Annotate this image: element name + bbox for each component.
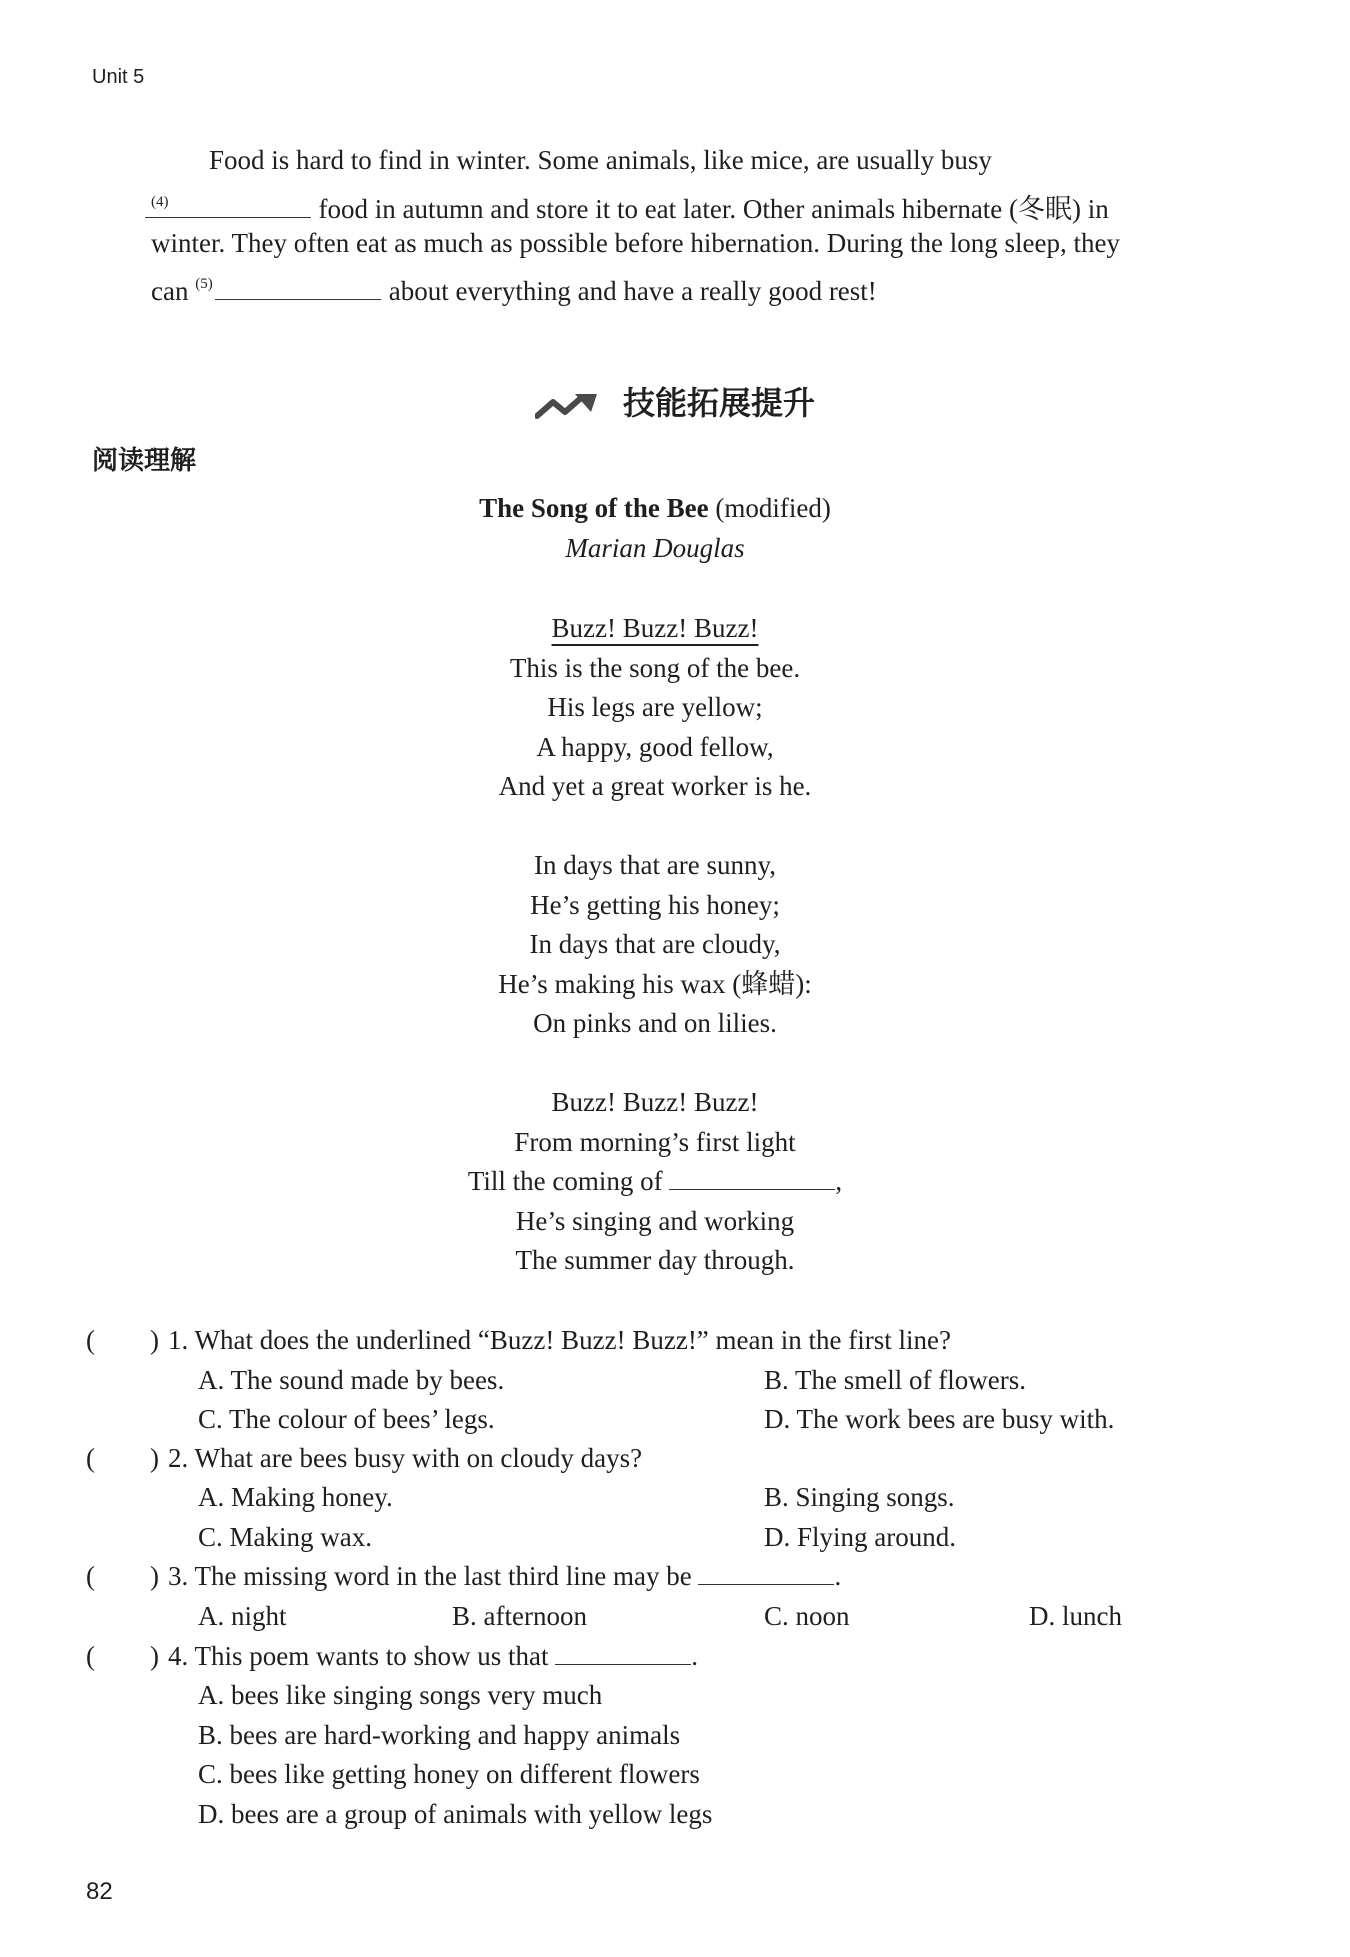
poem-line: On pinks and on lilies. xyxy=(533,1008,777,1038)
option-b[interactable]: B. bees are hard-working and happy animals xyxy=(198,1720,681,1750)
passage-line-1: Food is hard to find in winter. Some animals, like mice, are usually busy xyxy=(209,145,992,175)
option-d[interactable]: D. bees are a group of animals with yellow legs xyxy=(198,1799,713,1829)
section-heading xyxy=(0,378,1350,424)
question-text: 2. What are bees busy with on cloudy days? xyxy=(168,1443,643,1473)
option-c[interactable]: C. bees like getting honey on different flowers xyxy=(198,1759,700,1789)
poem-title-note: (modified) xyxy=(715,493,831,523)
answer-paren-close: ) xyxy=(150,1641,159,1671)
answer-paren-close: ) xyxy=(150,1443,159,1473)
option-b[interactable]: B. The smell of flowers. xyxy=(764,1365,1026,1395)
poem-stanza-3 xyxy=(0,1083,1310,1281)
option-c[interactable]: C. Making wax. xyxy=(198,1522,372,1552)
poem-line: He’s getting his honey; xyxy=(530,889,780,920)
page-number: 82 xyxy=(86,1878,113,1905)
passage-line-4-start: can xyxy=(151,276,189,306)
passage-line-3: winter. They often eat as much as possible before hibernation. During the long sleep, they xyxy=(151,228,1120,258)
poem-line: Buzz! Buzz! Buzz! xyxy=(551,1087,759,1117)
poem-stanza-1 xyxy=(0,609,1310,807)
option-a[interactable]: A. The sound made by bees. xyxy=(198,1365,505,1395)
poem-title: The Song of the Bee xyxy=(479,493,709,523)
poem-line: In days that are cloudy, xyxy=(529,929,781,959)
blank-number-5: (5) xyxy=(195,276,213,292)
option-d[interactable]: D. The work bees are busy with. xyxy=(764,1404,1115,1434)
answer-paren-open[interactable]: ( xyxy=(86,1325,95,1355)
blank-number-4: (4) xyxy=(151,194,169,210)
option-c[interactable]: C. noon xyxy=(764,1601,850,1631)
question-blank[interactable] xyxy=(698,1557,834,1585)
questions-block xyxy=(86,1320,1286,1830)
poem-line: And yet a great worker is he. xyxy=(498,771,812,801)
poem-line: He’s making his wax (蜂蜡): xyxy=(498,968,812,999)
question-blank[interactable] xyxy=(555,1637,691,1665)
option-b[interactable]: B. afternoon xyxy=(452,1601,587,1631)
poem-line: His legs are yellow; xyxy=(547,692,763,722)
answer-paren-close: ) xyxy=(150,1561,159,1591)
poem-line: He’s singing and working xyxy=(515,1205,795,1236)
passage-line-4 xyxy=(151,264,1226,312)
question-text: 1. What does the underlined “Buzz! Buzz! Buzz!” mean in the first line? xyxy=(168,1325,951,1355)
option-b[interactable]: B. Singing songs. xyxy=(764,1482,955,1512)
answer-blank-5[interactable] xyxy=(215,272,381,300)
option-d[interactable]: D. lunch xyxy=(1029,1601,1122,1631)
answer-paren-open[interactable]: ( xyxy=(86,1443,95,1473)
poem-line-with-blank: Till the coming of , xyxy=(0,1162,1310,1202)
poem-line: In days that are sunny, xyxy=(534,850,776,880)
answer-paren-close: ) xyxy=(150,1325,159,1355)
poem-line-underlined: Buzz! Buzz! Buzz! xyxy=(551,613,759,643)
poem-stanza-2 xyxy=(0,846,1310,1044)
passage-line-4-end: about everything and have a really good rest! xyxy=(388,276,877,306)
option-a[interactable]: A. Making honey. xyxy=(198,1482,393,1512)
reading-comprehension-label: 阅读理解 xyxy=(92,445,197,475)
passage-line-2-text: food in autumn and store it to eat later. Other animals hibernate (冬眠) in xyxy=(318,194,1109,224)
poem-line: A happy, good fellow, xyxy=(536,731,774,762)
answer-paren-open[interactable]: ( xyxy=(86,1641,95,1671)
poem-author: Marian Douglas xyxy=(565,533,745,563)
option-a[interactable]: A. night xyxy=(198,1601,287,1631)
question-text: 3. The missing word in the last third line may be . xyxy=(168,1556,841,1596)
question-text: 4. This poem wants to show us that . xyxy=(168,1636,698,1676)
poem-answer-blank[interactable] xyxy=(669,1162,835,1190)
poem-line: This is the song of the bee. xyxy=(509,652,801,683)
unit-label: Unit 5 xyxy=(92,66,145,88)
option-d[interactable]: D. Flying around. xyxy=(764,1522,956,1552)
poem-title-line xyxy=(0,489,1310,529)
option-c[interactable]: C. The colour of bees’ legs. xyxy=(198,1404,495,1434)
poem-line: The summer day through. xyxy=(515,1245,795,1275)
answer-blank-4[interactable] xyxy=(145,190,311,218)
option-a[interactable]: A. bees like singing songs very much xyxy=(198,1680,603,1710)
answer-paren-open[interactable]: ( xyxy=(86,1561,95,1591)
poem-line: From morning’s first light xyxy=(514,1126,796,1157)
trend-up-icon xyxy=(535,392,605,422)
section-title: 技能拓展提升 xyxy=(622,385,815,421)
